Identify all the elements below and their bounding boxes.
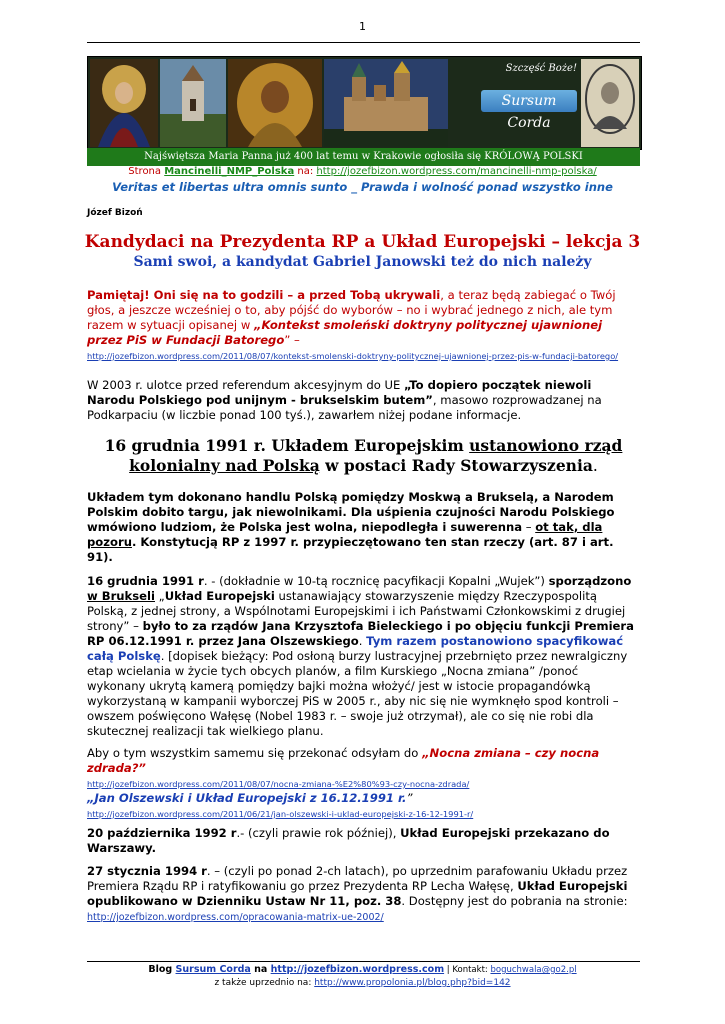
bp-h: było to za rządów Jana Krzysztofa Bieleckiego i po objęciu funkcji Premiera RP 06.12.1991 r. przez Jana Olszewskiego xyxy=(87,619,634,648)
bp-g: ustanawiający stowarzyszenie między Rzeczypospolitą Polską, z jednej strony, a Wspólnotami Europejskimi i ich Państwami Członkowskimi z drugiej strony” – xyxy=(87,589,626,633)
banner-greeting: Szczęść Boże! xyxy=(505,63,577,74)
heading-c: w postaci Rady Stowarzyszenia xyxy=(319,456,593,475)
leaflet-text-c: , masowo rozprowadzanej na Podkarpaciu (w liczbie ponad 100 tyś.), zawarłem niżej podane informacje. xyxy=(87,393,602,422)
source-mid: na: xyxy=(294,166,317,177)
footer-line2-text: z także uprzednio na: xyxy=(214,978,315,988)
ref-a: Aby o tym wszystkim samemu się przekonać odsyłam do xyxy=(87,746,423,760)
ref-link-2[interactable]: http://jozefbizon.wordpress.com/2011/06/21/jan-olszewski-i-uklad-europejski-z-16-12-1991-r/ xyxy=(87,809,474,819)
banner-ribbon: Najświętsza Maria Panna już 400 lat temu w Krakowie ogłosiła się KRÓLOWĄ POLSKI xyxy=(87,148,640,166)
source-url-link[interactable]: http://jozefbizon.wordpress.com/mancinelli-nmp-polska/ xyxy=(316,166,597,177)
trade-b: – xyxy=(522,520,536,534)
page-number: 1 xyxy=(359,20,366,33)
source-name-link[interactable]: Mancinelli_NMP_Polska xyxy=(164,166,295,177)
leaflet-text-a: W 2003 r. ulotce przed referendum akcesyjnym do UE xyxy=(87,378,405,392)
trade-a: Układem tym dokonano handlu Polską pomiędzy Moskwą a Brukselą, a Narodem Polskim dobito targu, jak niewolnikami. Dla uśpienia czujności Narodu Polskiego wmówiono ludziom, że Polska jest wolna, niepodległa i suwerenna xyxy=(87,490,615,534)
header-rule xyxy=(87,42,640,43)
intro-end: ” – xyxy=(284,333,300,347)
intro-text: , a teraz będą zabiegać o Twój głos, a jeszcze wcześniej o to, aby pójść do wyborów – no i wybrać jednego z nich, ale tym razem w sytuacji opisanej w xyxy=(87,288,616,332)
bp-f: Układ Europejski xyxy=(164,589,275,603)
references-paragraph xyxy=(87,746,640,821)
intro-quote: „Kontekst smoleński doktryny polityczne​j ujawnionej przez PiS w Fundacji Batorego xyxy=(87,318,603,347)
ref-c: „Jan Olszewski i Układ Europejski z 16.12.1991 r. xyxy=(87,791,407,805)
brussels-paragraph xyxy=(87,574,640,739)
footer-blog-url[interactable]: http://jozefbizon.wordpress.com xyxy=(270,964,445,975)
oct-c: Układ Europejski przekazano do Warszawy. xyxy=(87,826,610,855)
footer-blog-name[interactable]: Sursum Corda xyxy=(175,964,251,975)
leaflet-quote: „To dopiero początek niewoli Narodu Polskiego pod unijnym - brukselskim butem” xyxy=(87,378,592,407)
church-photo-image xyxy=(160,59,226,147)
jan-c: Układ Europejski opublikowano w Dzienniku Ustaw Nr 11, poz. 38 xyxy=(87,879,628,908)
motto: Veritas et libertas ultra omnis sunto _ Prawda i wolność ponad wszystko inne xyxy=(112,180,613,194)
footer-line-2 xyxy=(0,978,725,988)
intro-paragraph xyxy=(87,288,640,363)
document-title: Kandydaci na Prezydenta RP a Układ Europejski – lekcja 3 xyxy=(84,232,641,252)
header-banner xyxy=(87,56,642,150)
section-heading xyxy=(87,436,640,476)
author-name: Józef Bizoń xyxy=(87,208,143,218)
bp-date: 16 grudnia 1991 r xyxy=(87,574,204,588)
ref-link-1[interactable]: http://jozefbizon.wordpress.com/2011/08/07/nocna-zmiana-%E2%80%93-czy-nocna-zdrada/ xyxy=(87,779,470,789)
ref-b: „Nocna zmiana – czy nocna zdrada?” xyxy=(87,746,600,775)
trade-d: . Konstytucją RP z 1997 r. przypieczętowano ten stan rzeczy (art. 87 i art. 91). xyxy=(87,535,614,564)
wawel-castle-image xyxy=(324,59,448,147)
bp-e: „ xyxy=(154,589,165,603)
intro-warning: Pamiętaj! Oni się na to godzili – a przed Tobą ukrywali xyxy=(87,288,441,302)
source-line xyxy=(0,166,725,177)
jan-link[interactable]: http://jozefbizon.wordpress.com/opracowania-matrix-ue-2002/ xyxy=(87,912,384,923)
ref-d: ” xyxy=(406,791,413,805)
footer-blog: Blog xyxy=(148,964,176,975)
madonna-painting-image xyxy=(90,59,158,147)
leaflet-paragraph xyxy=(87,378,640,423)
footer-na: na xyxy=(250,964,271,975)
document-subtitle: Sami swoi, a kandydat Gabriel Janowski też do nich należy xyxy=(133,254,592,270)
source-prefix: Strona xyxy=(128,166,165,177)
heading-a: 16 grudnia 1991 r. Układem Europejskim xyxy=(104,436,470,455)
jan-date: 27 stycznia 1994 r xyxy=(87,864,207,878)
jan-d: . Dostępny jest do pobrania na stronie: xyxy=(401,894,628,908)
oct-date: 20 października 1992 r xyxy=(87,826,237,840)
heading-b: ustanowiono rząd kolonialny nad Polską xyxy=(129,436,623,475)
banner-sursum-corda: Sursum Corda xyxy=(481,90,577,112)
jan-b: . – (czyli po ponad 2-ch latach), po uprzednim parafowaniu Układu przez Premiera Rządu RP i ratyfikowaniu go przez Prezydenta RP Lecha Wałęsę, xyxy=(87,864,628,893)
bp-d: w Brukseli xyxy=(87,589,155,603)
portrait-engraving-image xyxy=(581,59,639,147)
footer-propolonia-link[interactable]: http://www.propolonia.pl/blog.php?bid=142 xyxy=(314,978,511,988)
intro-link[interactable]: http://jozefbizon.wordpress.com/2011/08/07/kontekst-smolenski-doktryny-politycznej-ujawnionej-przez-pis-w-fundacji-batorego/ xyxy=(87,351,619,361)
footer-email-link[interactable]: boguchwala@go2.pl xyxy=(490,965,577,975)
footer-rule xyxy=(87,961,640,962)
heading-d: . xyxy=(592,457,598,475)
bp-b: . - (dokładnie w 10-tą rocznicę pacyfikacji Kopalni „Wujek”) xyxy=(203,574,549,588)
bp-c: sporządzono xyxy=(548,574,632,588)
bp-k: . [dopisek bieżący: Pod osłoną burzy lustracyjnej przebrnięto przez newralgiczny etap wcielania w życie tych obcych planów, a film Kurskiego „Nocna zmiana” /ponoć wykonany ukrytą kamerą pomiędzy bajki można włożyć/ jest w istocie propagandówką wykorzystaną w kampanii wyborczej PiS w 2005 r., aby nic się nie wymknęło spod kontroli – owszem poświęcono Wałęsę (Nobel 1983 r. – swoje już otrzymał), ale co się nie robi dla skutecznej realizacji tak wielkiego planu. xyxy=(87,649,628,738)
oct-1992-paragraph xyxy=(87,826,640,856)
jan-1994-paragraph xyxy=(87,864,640,925)
icon-painting-image xyxy=(228,59,322,147)
oct-b: .- (czyli prawie rok później), xyxy=(236,826,401,840)
trade-c: ot tak, dla pozoru xyxy=(87,520,603,549)
footer-contact-label: | Kontakt: xyxy=(444,965,491,975)
footer-line-1 xyxy=(0,964,725,975)
bp-j: Tym razem postanowiono spacyfikować całą Polskę xyxy=(87,634,624,663)
bp-i: . xyxy=(358,634,367,648)
trade-paragraph xyxy=(87,490,640,565)
